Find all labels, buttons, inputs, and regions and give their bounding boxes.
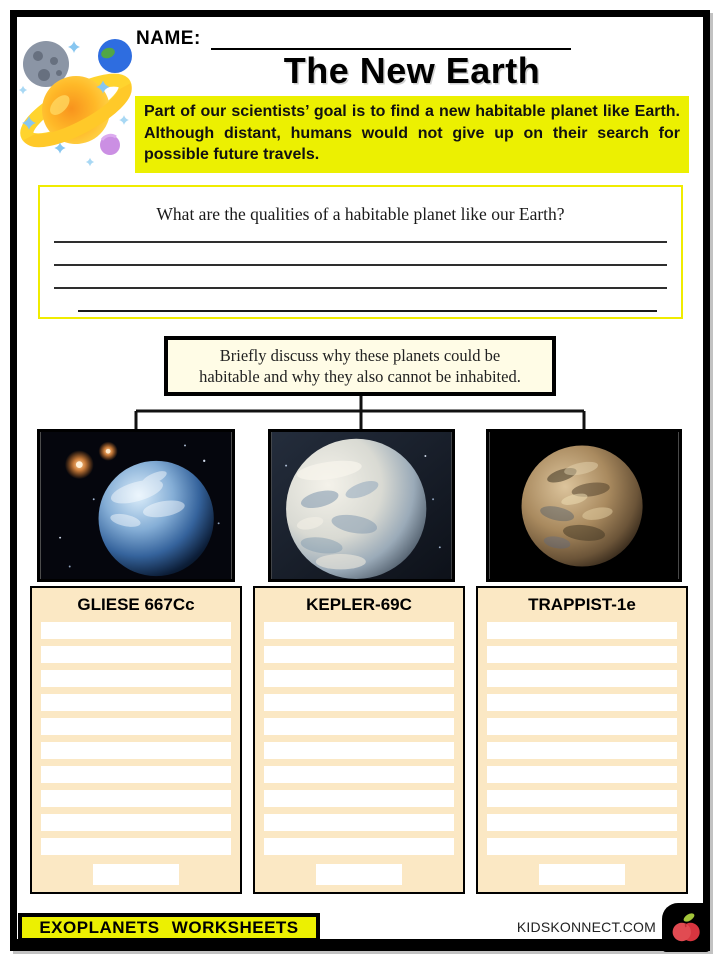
answer-line[interactable]: [78, 310, 657, 312]
planet-image-trappist-1e: [486, 429, 682, 582]
answer-line[interactable]: [41, 838, 231, 855]
answer-line[interactable]: [487, 838, 677, 855]
answer-line[interactable]: [41, 742, 231, 759]
question-answer-area: [54, 241, 667, 312]
answer-line[interactable]: [41, 790, 231, 807]
connector-lines: [0, 396, 720, 430]
name-input-line[interactable]: [211, 30, 571, 50]
question-box: [38, 185, 683, 319]
name-label: NAME:: [136, 28, 201, 49]
answer-line[interactable]: [264, 646, 454, 663]
planet-image-kepler-69c: [268, 429, 455, 582]
series-tag: EXOPLANETS WORKSHEETS: [18, 913, 320, 942]
answer-line[interactable]: [264, 814, 454, 831]
answer-line[interactable]: [54, 264, 667, 266]
answer-line[interactable]: [487, 622, 677, 639]
answer-line[interactable]: [487, 670, 677, 687]
answer-box[interactable]: [316, 864, 402, 885]
answer-line[interactable]: [264, 694, 454, 711]
answer-column-trappist-1e: [476, 586, 688, 894]
answer-line[interactable]: [487, 742, 677, 759]
answer-line[interactable]: [41, 694, 231, 711]
saturn-planets-illustration-icon: [16, 28, 134, 170]
discussion-prompt-line1: Briefly discuss why these planets could be: [219, 346, 501, 365]
question-text: What are the qualities of a habitable planet like our Earth?: [156, 204, 565, 224]
answer-line[interactable]: [487, 814, 677, 831]
planet-image-gliese-667cc: [37, 429, 235, 582]
answer-line[interactable]: [487, 718, 677, 735]
page-title: The New Earth: [283, 50, 541, 91]
discussion-prompt-box: [164, 336, 556, 396]
apple-icon: [671, 911, 701, 945]
site-link[interactable]: KIDSKONNECT.COM: [516, 919, 656, 935]
answer-line[interactable]: [264, 742, 454, 759]
intro-highlight-text: Part of our scientists’ goal is to find a new habitable planet like Earth. Although distant, humans would not give up on their search for possible future travels.: [135, 96, 689, 173]
answer-box[interactable]: [539, 864, 625, 885]
answer-column-kepler-69c: [253, 586, 465, 894]
planet-answer-columns: [30, 586, 688, 894]
answer-line[interactable]: [264, 718, 454, 735]
planet-name-heading: GLIESE 667Cc: [77, 595, 195, 614]
planet-name-heading: TRAPPIST-1e: [528, 595, 636, 614]
answer-line[interactable]: [264, 622, 454, 639]
answer-line[interactable]: [264, 766, 454, 783]
answer-line[interactable]: [41, 646, 231, 663]
answer-line[interactable]: [41, 670, 231, 687]
answer-line[interactable]: [54, 287, 667, 289]
answer-line[interactable]: [487, 646, 677, 663]
answer-line[interactable]: [41, 622, 231, 639]
kidskonnect-logo-tab: [662, 903, 710, 952]
answer-column-gliese-667cc: [30, 586, 242, 894]
answer-line[interactable]: [487, 790, 677, 807]
answer-line[interactable]: [41, 766, 231, 783]
answer-line[interactable]: [41, 814, 231, 831]
answer-line[interactable]: [264, 670, 454, 687]
planet-name-heading: KEPLER-69C: [306, 595, 412, 614]
answer-line[interactable]: [264, 790, 454, 807]
answer-line[interactable]: [264, 838, 454, 855]
discussion-prompt-line2: habitable and why they also cannot be inhabited.: [199, 367, 521, 386]
answer-line[interactable]: [54, 241, 667, 243]
answer-line[interactable]: [41, 718, 231, 735]
answer-line[interactable]: [487, 766, 677, 783]
name-row: [136, 28, 688, 50]
answer-box[interactable]: [93, 864, 179, 885]
answer-line[interactable]: [487, 694, 677, 711]
